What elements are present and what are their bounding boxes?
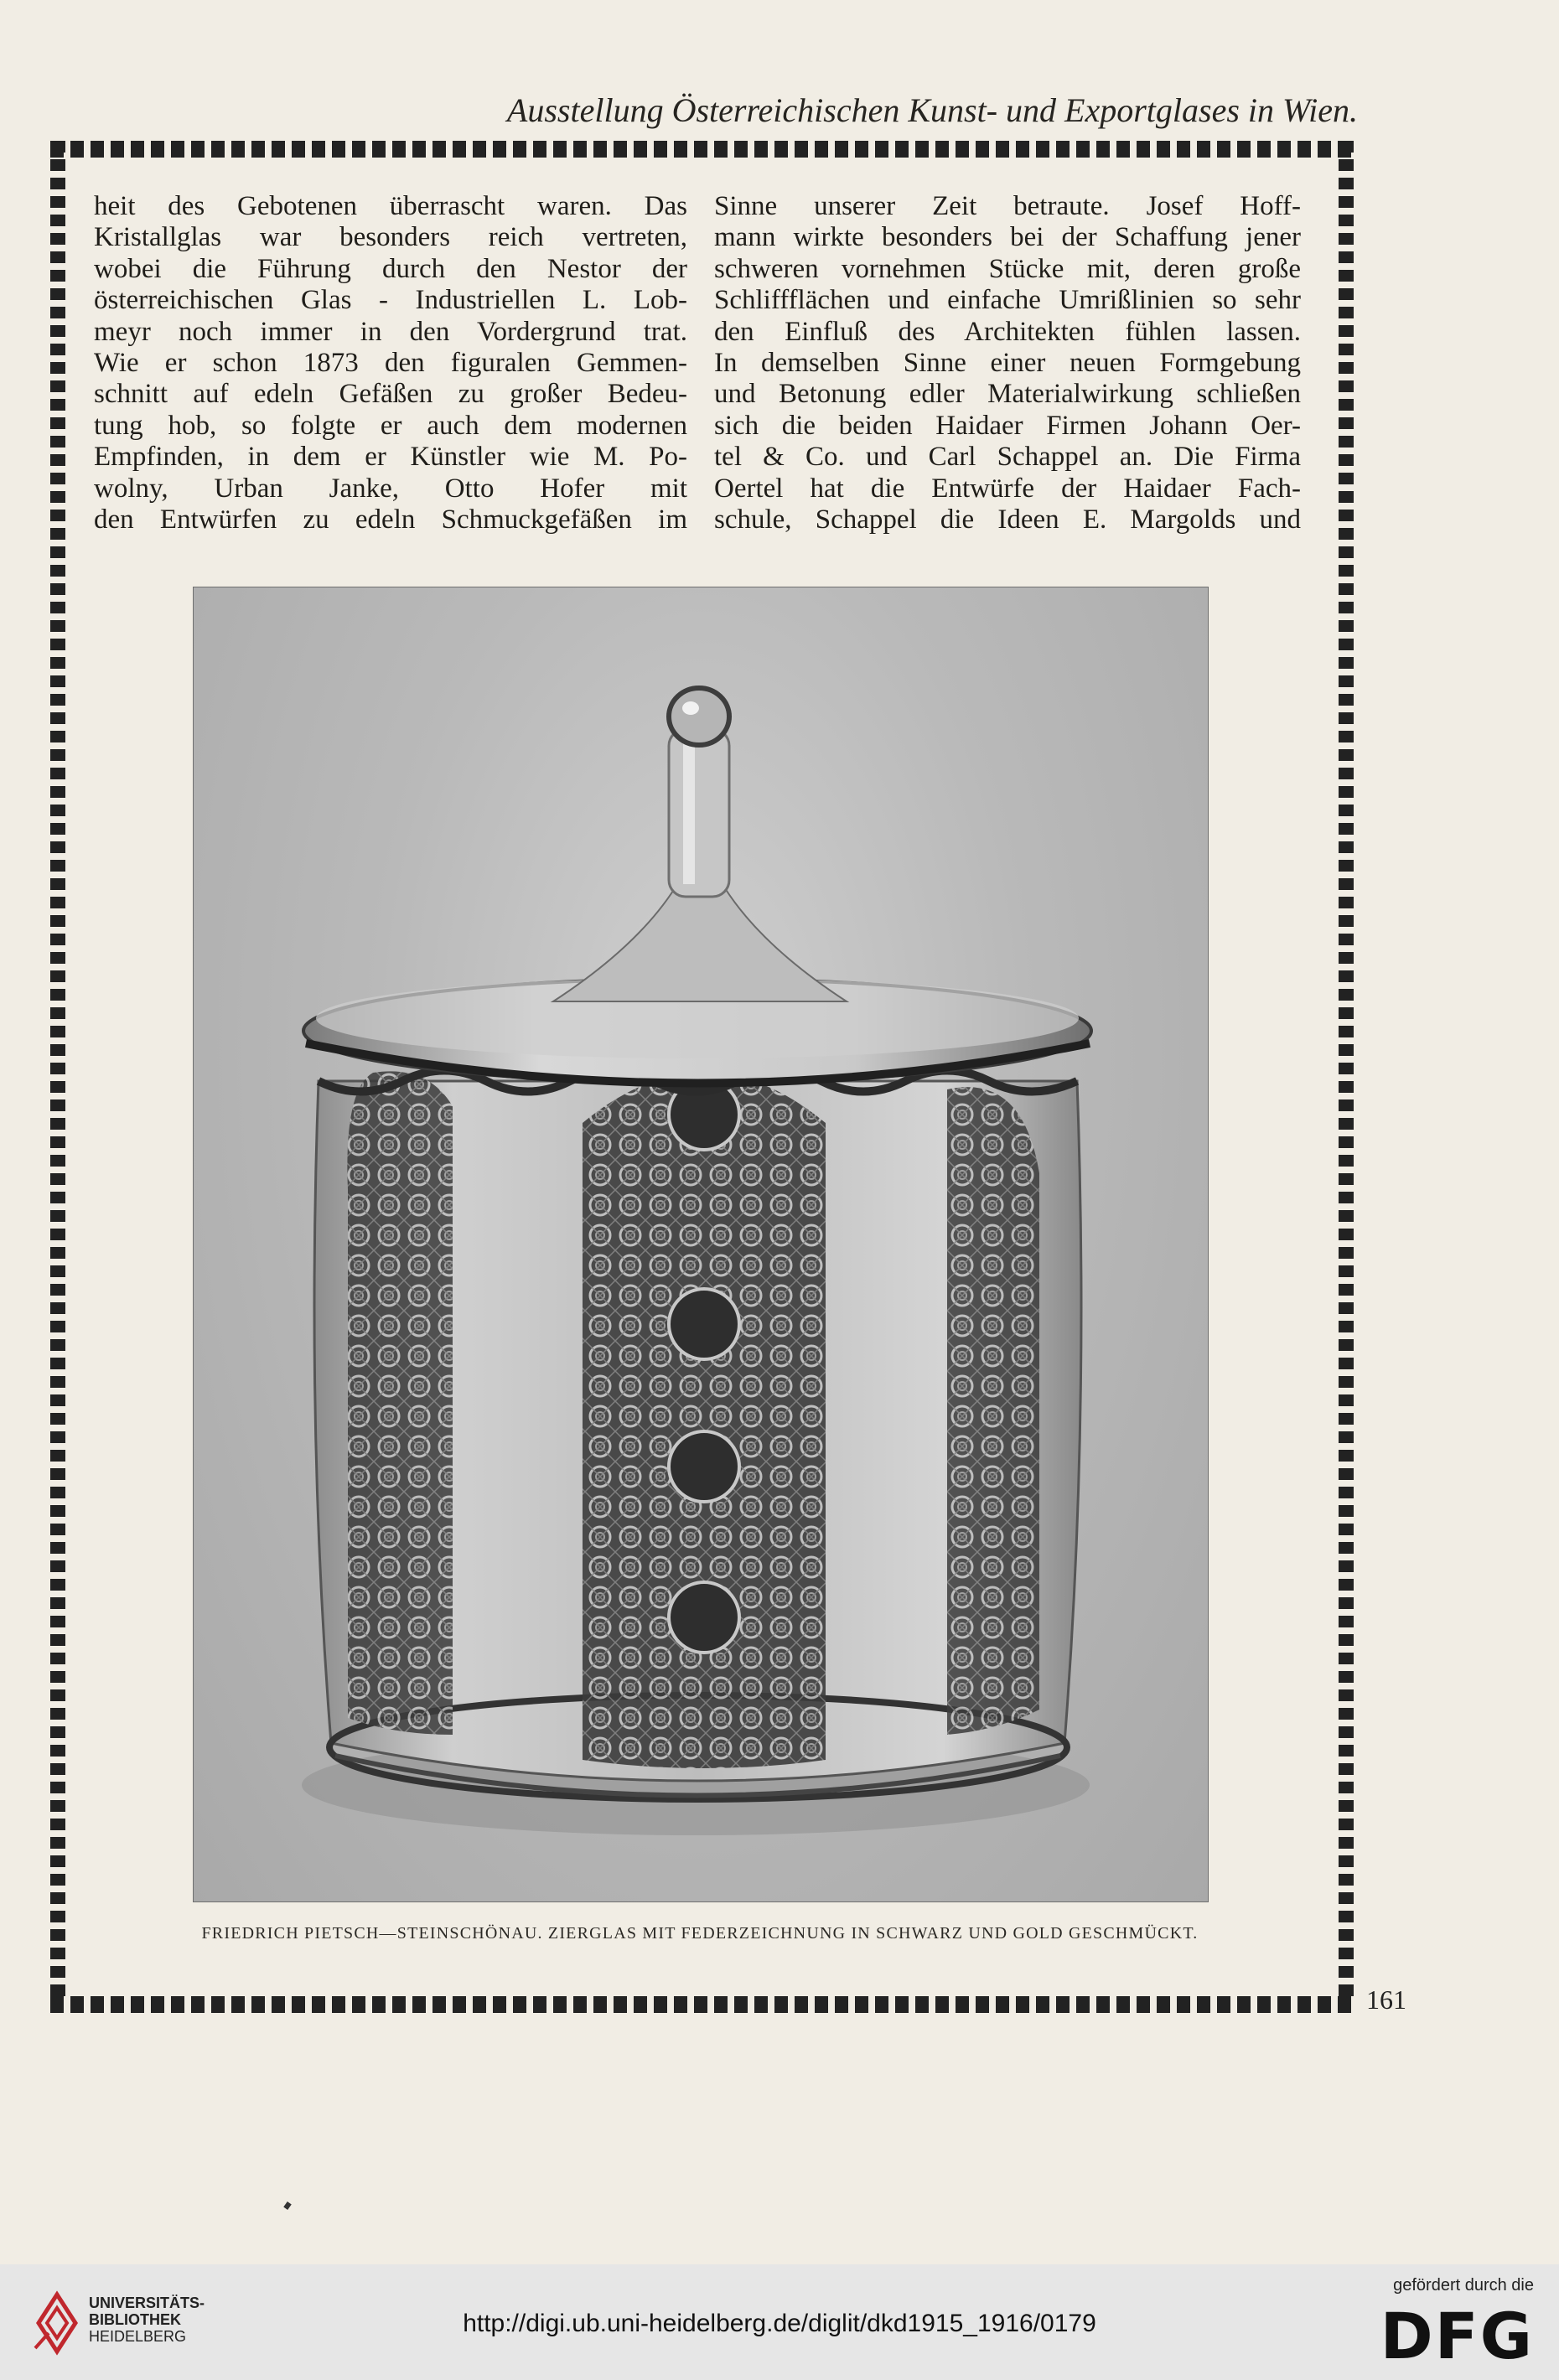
text-line: schnitt auf edeln Gefäßen zu großer Bedeu- xyxy=(94,379,687,410)
ornamental-border-left xyxy=(50,141,65,1996)
ornamental-border-top xyxy=(50,141,1354,158)
text-line: mann wirkte besonders bei der Schaffung jener xyxy=(714,222,1301,253)
text-line: den Einfluß des Architekten fühlen lassen. xyxy=(714,316,1301,347)
text-line: Wie er schon 1873 den figuralen Gemmen- xyxy=(94,348,687,379)
text-line: sich die beiden Haidaer Firmen Johann Oer- xyxy=(714,410,1301,441)
stray-ink-mark xyxy=(283,2202,292,2210)
text-line: Kristallglas war besonders reich vertreten, xyxy=(94,222,687,253)
glass-jar-photograph xyxy=(193,587,1209,1902)
text-line: Schliffflächen und einfache Umrißlinien so sehr xyxy=(714,285,1301,316)
text-line: österreichischen Glas - Industriellen L. Lob- xyxy=(94,285,687,316)
text-line: wobei die Führung durch den Nestor der xyxy=(94,253,687,284)
text-line: schule, Schappel die Ideen E. Margolds und xyxy=(714,504,1301,536)
text-line: den Entwürfen zu edeln Schmuckgefäßen im xyxy=(94,504,687,536)
funding-note: gefördert durch die xyxy=(1393,2276,1534,2295)
figure-caption: FRIEDRICH PIETSCH—STEINSCHÖNAU. ZIERGLAS MIT FEDERZEICHNUNG IN SCHWARZ UND GOLD GESCHMÜCKT. xyxy=(201,1924,1199,1943)
text-line: Oertel hat die Entwürfe der Haidaer Fach- xyxy=(714,473,1301,504)
text-line: tel & Co. und Carl Schappel an. Die Firma xyxy=(714,442,1301,473)
text-line: In demselben Sinne einer neuen Formgebung xyxy=(714,348,1301,379)
text-line: Empfinden, in dem er Künstler wie M. Po- xyxy=(94,442,687,473)
dfg-logo-icon: DFG xyxy=(1380,2299,1534,2373)
text-line: wolny, Urban Janke, Otto Hofer mit xyxy=(94,473,687,504)
text-line: und Betonung edler Materialwirkung schließen xyxy=(714,379,1301,410)
permalink-url[interactable]: http://digi.ub.uni-heidelberg.de/diglit/dkd1915_1916/0179 xyxy=(463,2310,1096,2337)
text-line: tung hob, so folgte er auch dem modernen xyxy=(94,410,687,441)
text-line: heit des Gebotenen überrascht waren. Das xyxy=(94,191,687,221)
library-name-line: UNIVERSITÄTS- xyxy=(89,2295,205,2311)
library-name-line: HEIDELBERG xyxy=(89,2328,187,2345)
digitization-footer xyxy=(0,2264,1559,2380)
running-title: Ausstellung Österreichischen Kunst- und Exportglases in Wien. xyxy=(506,91,1358,129)
text-line: Sinne unserer Zeit betraute. Josef Hoff- xyxy=(714,191,1301,221)
ornamental-border-right xyxy=(1339,141,1354,1996)
text-line: meyr noch immer in den Vordergrund trat. xyxy=(94,316,687,347)
library-name-line: BIBLIOTHEK xyxy=(89,2311,181,2328)
text-column-right xyxy=(714,191,1301,536)
text-column-left xyxy=(94,191,687,536)
text-line: schweren vornehmen Stücke mit, deren große xyxy=(714,253,1301,284)
page-number: 161 xyxy=(1366,1984,1406,2015)
ornamental-border-bottom xyxy=(50,1996,1354,2013)
